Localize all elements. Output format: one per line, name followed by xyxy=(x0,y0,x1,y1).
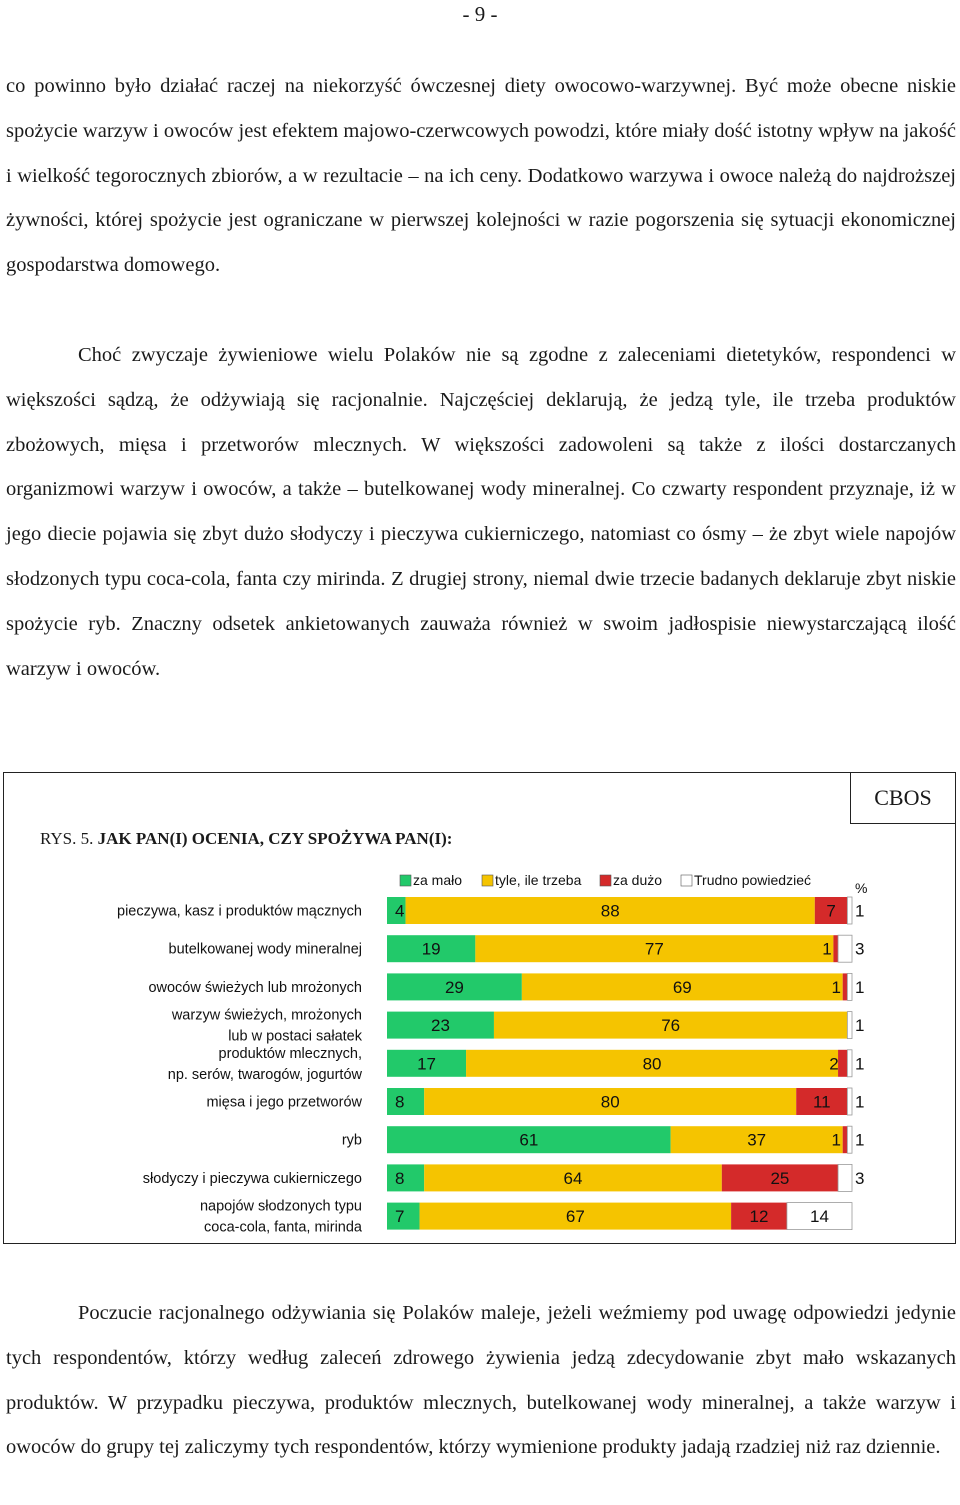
data-label: 3 xyxy=(855,939,865,959)
data-label: 1 xyxy=(855,1054,865,1074)
data-label: 61 xyxy=(519,1130,539,1150)
data-label: 69 xyxy=(672,977,692,997)
data-label: 4 xyxy=(395,901,405,921)
bar-segment xyxy=(847,973,852,1000)
bar-segment xyxy=(847,897,852,924)
bar-segment xyxy=(838,1050,847,1077)
category-label: coca-cola, fanta, mirinda xyxy=(204,1219,362,1236)
page-number: - 9 - xyxy=(462,2,498,26)
category-label: produktów mlecznych, xyxy=(218,1045,362,1062)
figure-heading: JAK PAN(I) OCENIA, CZY SPOŻYWA PAN(I): xyxy=(97,829,453,848)
category-label: lub w postaci sałatek xyxy=(228,1028,362,1045)
data-label: 67 xyxy=(565,1207,585,1227)
bar-segment xyxy=(387,1088,424,1115)
data-label: 19 xyxy=(421,939,441,959)
stacked-bar-chart xyxy=(4,773,954,1243)
category-label: słodyczy i pieczywa cukierniczego xyxy=(142,1170,362,1187)
bar-segment xyxy=(843,973,848,1000)
data-label: 8 xyxy=(395,1168,405,1188)
legend-swatch xyxy=(482,875,493,886)
data-label: 23 xyxy=(431,1016,450,1036)
legend-label: za dużo xyxy=(613,872,663,888)
data-label: 12 xyxy=(749,1207,769,1227)
data-label: 80 xyxy=(642,1054,662,1074)
unit-label: % xyxy=(855,880,868,896)
legend-swatch xyxy=(600,875,611,886)
data-label: 1 xyxy=(855,1016,865,1036)
category-label: ryb xyxy=(341,1132,362,1149)
data-label: 8 xyxy=(395,1092,405,1112)
category-label: mięsa i jego przetworów xyxy=(206,1094,362,1111)
data-label: 77 xyxy=(644,939,664,959)
data-label: 1 xyxy=(855,1092,865,1112)
bar-segment xyxy=(847,1050,852,1077)
data-label: 14 xyxy=(809,1207,829,1227)
legend-label: Trudno powiedzieć xyxy=(694,872,811,888)
data-label: 1 xyxy=(855,901,865,921)
bar-segment xyxy=(387,1164,424,1191)
data-label: 37 xyxy=(747,1130,767,1150)
data-label: 1 xyxy=(855,977,865,997)
data-label: 1 xyxy=(822,939,832,959)
data-label: 25 xyxy=(770,1168,790,1188)
cbos-badge: CBOS xyxy=(850,772,956,824)
category-label: napojów słodzonych typu xyxy=(199,1198,362,1215)
figure-rys-5 xyxy=(3,772,956,1244)
legend-swatch xyxy=(681,875,692,886)
bar-segment xyxy=(833,935,838,962)
figure-number: RYS. 5. xyxy=(40,829,94,848)
category-label: pieczywa, kasz i produktów mącznych xyxy=(117,903,362,920)
category-label: warzyw świeżych, mrożonych xyxy=(171,1007,362,1024)
category-label: np. serów, twarogów, jogurtów xyxy=(167,1066,362,1083)
legend-label: tyle, ile trzeba xyxy=(495,872,582,888)
data-label: 80 xyxy=(600,1092,620,1112)
legend-label: za mało xyxy=(413,872,463,888)
bar-segment xyxy=(843,1126,848,1153)
bar-segment xyxy=(838,935,852,962)
bar-segment xyxy=(847,1088,852,1115)
paragraph-2: Choć zwyczaje żywieniowe wielu Polaków nie są zgodne z zaleceniami dietetyków, respondenci w większości sądzą, że odżywiają się racjonalnie. Najczęściej deklarują, że jedzą tyle, ile trzeba produktów zbożowych, mięsa i przetworów mlecznych. W większości zadowoleni są także z ilości dostarczanych organizmowi warzyw i owoców, a także – butelkowanej wody mineralnej. Co czwarty respondent przyznaje, iż w jego diecie pojawia się zbyt dużo słodyczy i pieczywa cukierniczego, natomiast co ósmy – że zbyt wiele napojów słodzonych typu coca-cola, fanta czy mirinda. Z drugiej strony, niemal dwie trzecie badanych deklaruje zbyt niskie spożycie ryb. Znaczny odsetek ankietowanych zauważa również w swoim jadłospisie niewystarczającą ilość warzyw i owoców. xyxy=(6,344,956,680)
data-label: 1 xyxy=(855,1130,865,1150)
data-label: 11 xyxy=(812,1092,831,1112)
data-label: 1 xyxy=(831,977,842,997)
data-label: 88 xyxy=(600,901,620,921)
category-label: owoców świeżych lub mrożonych xyxy=(148,979,362,996)
paragraph-1: co powinno było działać raczej na niekorzyść ówczesnej diety owocowo-warzywnej. Być może obecne niskie spożycie warzyw i owoców jest efektem majowo-czerwcowych powodzi, które miały dość istotny wpływ na jakość i wielkość tegorocznych zbiorów, a w rezultacie – na ich ceny. Dodatkowo warzywa i owoce należą do najdroższej żywności, której spożycie jest ograniczane w pierwszej kolejności w razie pogorszenia się sytuacji ekonomicznej gospodarstwa domowego. xyxy=(6,75,956,277)
category-label: butelkowanej wody mineralnej xyxy=(168,941,362,958)
data-label: 64 xyxy=(563,1168,583,1188)
data-label: 3 xyxy=(855,1168,865,1188)
bar-segment xyxy=(847,1012,852,1039)
data-label: 2 xyxy=(829,1054,839,1074)
data-label: 17 xyxy=(417,1054,436,1074)
bar-segment xyxy=(838,1164,852,1191)
legend-swatch xyxy=(400,875,411,886)
data-label: 7 xyxy=(395,1207,405,1227)
data-label: 29 xyxy=(444,977,464,997)
bar-segment xyxy=(847,1126,852,1153)
data-label: 7 xyxy=(826,901,836,921)
paragraph-3: Poczucie racjonalnego odżywiania się Polaków maleje, jeżeli weźmiemy pod uwagę odpowiedzi jedynie tych respondentów, którzy według zaleceń zdrowego żywienia jedzą zdecydowanie zbyt mało wskazanych produktów. W przypadku pieczywa, produktów mlecznych, butelkowanej wody mineralnej, a także warzyw i owoców do grupy tej zaliczymy tych respondentów, którzy wymienione produkty jadają rzadziej niż raz dziennie. xyxy=(6,1302,956,1459)
data-label: 1 xyxy=(831,1130,842,1150)
data-label: 76 xyxy=(661,1016,681,1036)
